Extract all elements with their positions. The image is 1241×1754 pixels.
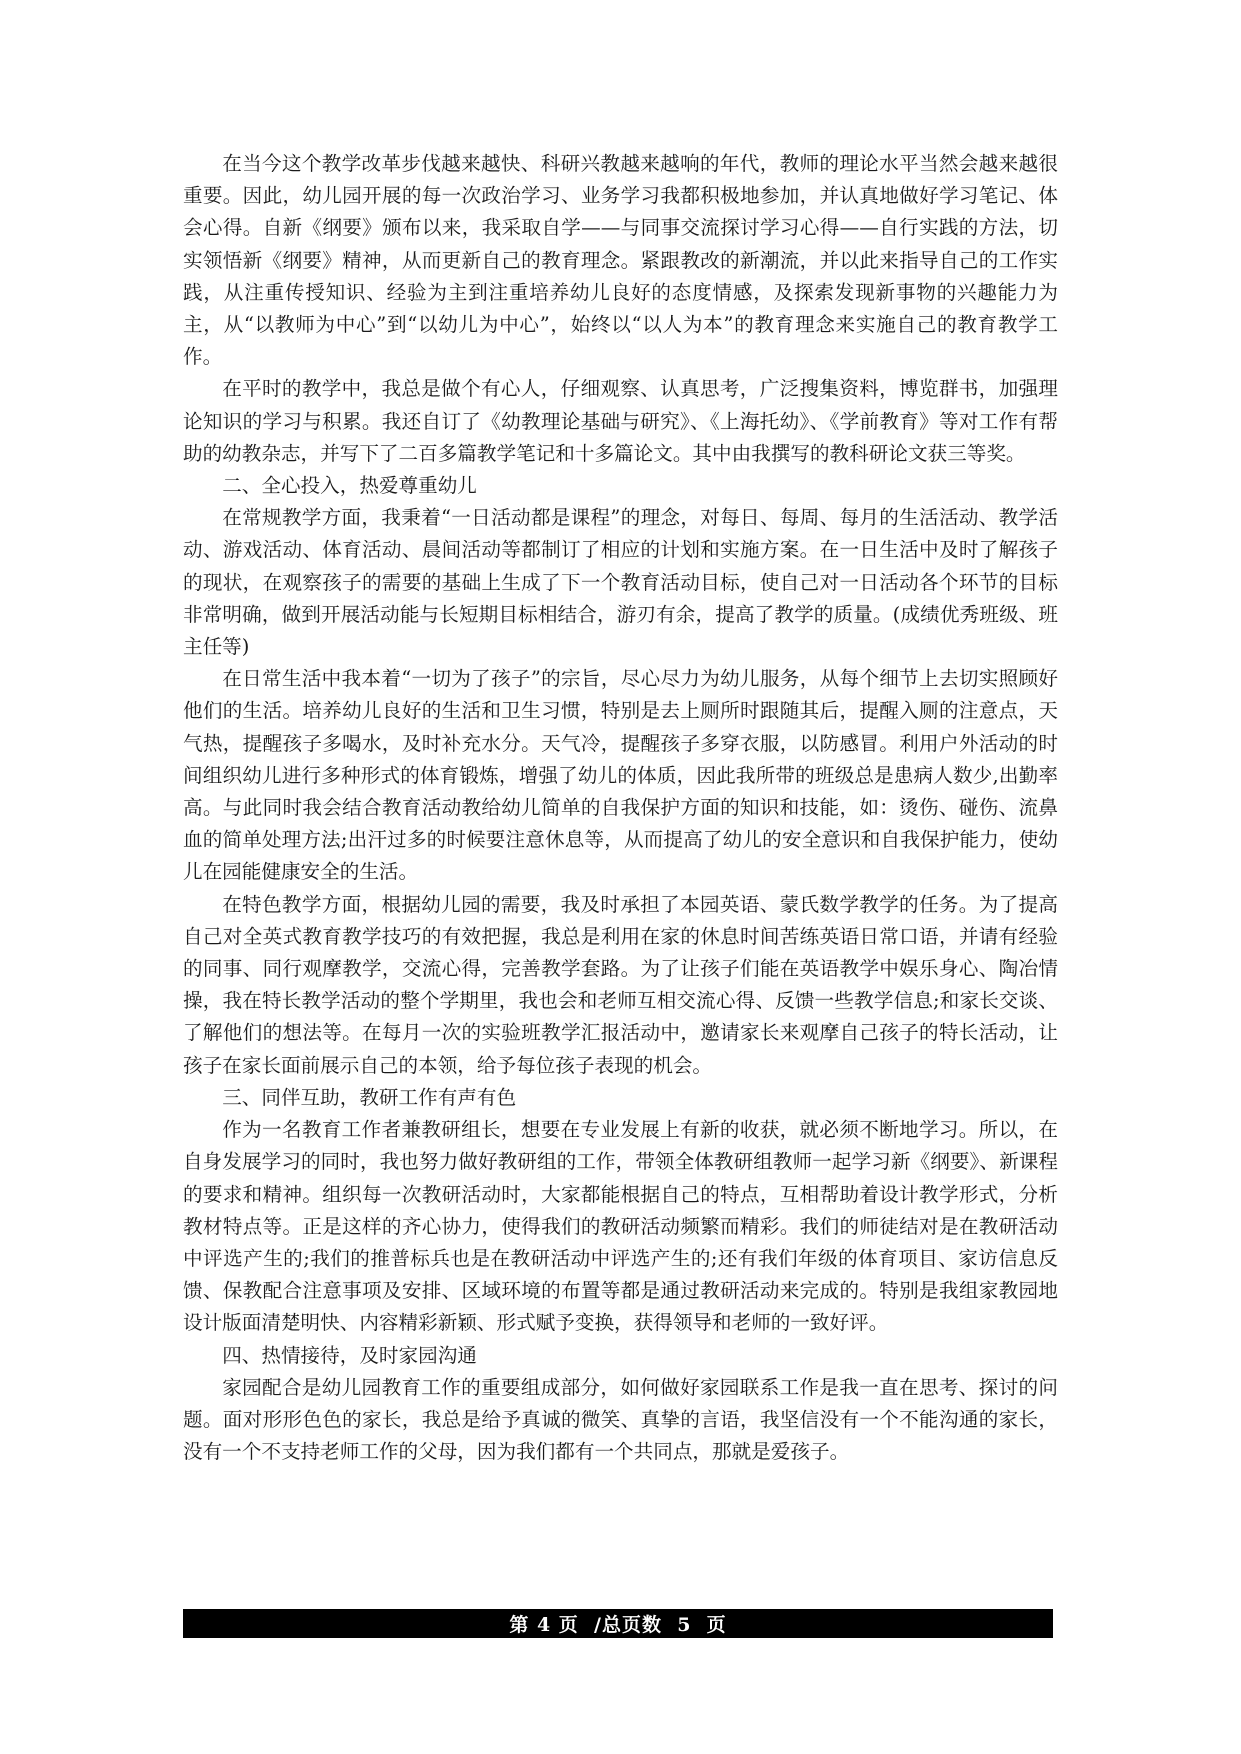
paragraph-2: 在平时的教学中，我总是做个有心人，仔细观察、认真思考，广泛搜集资料，博览群书，加强理论知识的学习与积累。我还自订了《幼教理论基础与研究》、《上海托幼》、《学前教育》等对工作有帮助的幼教杂志，并写下了二百多篇教学笔记和十多篇论文。其中由我撰写的教科研论文获三等奖。	[183, 377, 1058, 465]
page-number-label: 第 4 页 /总页数 5 页	[509, 1614, 727, 1636]
section-heading-2: 二、全心投入，热爱尊重幼儿	[222, 474, 477, 498]
paragraph-4: 在日常生活中我本着“一切为了孩子”的宗旨，尽心尽力为幼儿服务，从每个细节上去切实照顾好他们的生活。培养幼儿良好的生活和卫生习惯，特别是去上厕所时跟随其后，提醒入厕的注意点，天气热，提醒孩子多喝水，及时补充水分。天气冷，提醒孩子多穿衣服，以防感冒。利用户外活动的时间组织幼儿进行多种形式的体育锻炼，增强了幼儿的体质，因此我所带的班级总是患病人数少,出勤率高。与此同时我会结合教育活动教给幼儿简单的自我保护方面的知识和技能，如：烫伤、碰伤、流鼻血的简单处理方法;出汗过多的时候要注意休息等，从而提高了幼儿的安全意识和自我保护能力，使幼儿在园能健康安全的生活。	[183, 667, 1058, 884]
page-footer	[183, 1609, 1053, 1638]
document-body	[183, 148, 1058, 1468]
paragraph-6: 作为一名教育工作者兼教研组长，想要在专业发展上有新的收获，就必须不断地学习。所以，在自身发展学习的同时，我也努力做好教研组的工作，带领全体教研组教师一起学习新《纲要》、新课程的要求和精神。组织每一次教研活动时，大家都能根据自己的特点，互相帮助着设计教学形式，分析教材特点等。正是这样的齐心协力，使得我们的教研活动频繁而精彩。我们的师徒结对是在教研活动中评选产生的;我们的推普标兵也是在教研活动中评选产生的;还有我们年级的体育项目、家访信息反馈、保教配合注意事项及安排、区域环境的布置等都是通过教研活动来完成的。特别是我组家教园地设计版面清楚明快、内容精彩新颖、形式赋予变换，获得领导和老师的一致好评。	[183, 1118, 1058, 1335]
paragraph-1: 在当今这个教学改革步伐越来越快、科研兴教越来越响的年代，教师的理论水平当然会越来越很重要。因此，幼儿园开展的每一次政治学习、业务学习我都积极地参加，并认真地做好学习笔记、体会心得。自新《纲要》颁布以来，我采取自学——与同事交流探讨学习心得——自行实践的方法，切实领悟新《纲要》精神，从而更新自己的教育理念。紧跟教改的新潮流，并以此来指导自己的工作实践，从注重传授知识、经验为主到注重培养幼儿良好的态度情感，及探索发现新事物的兴趣能力为主，从“以教师为中心”到“以幼儿为中心”，始终以“以人为本”的教育理念来实施自己的教育教学工作。	[183, 152, 1058, 369]
paragraph-3: 在常规教学方面，我秉着“一日活动都是课程”的理念，对每日、每周、每月的生活活动、教学活动、游戏活动、体育活动、晨间活动等都制订了相应的计划和实施方案。在一日生活中及时了解孩子的现状，在观察孩子的需要的基础上生成了下一个教育活动目标，使自己对一日活动各个环节的目标非常明确，做到开展活动能与长短期目标相结合，游刃有余，提高了教学的质量。(成绩优秀班级、班主任等)	[183, 506, 1058, 659]
section-heading-4: 四、热情接待，及时家园沟通	[222, 1343, 477, 1367]
paragraph-7: 家园配合是幼儿园教育工作的重要组成部分，如何做好家园联系工作是我一直在思考、探讨的问题。面对形形色色的家长，我总是给予真诚的微笑、真挚的言语，我坚信没有一个不能沟通的家长，没有一个不支持老师工作的父母，因为我们都有一个共同点，那就是爱孩子。	[183, 1375, 1058, 1464]
paragraph-5: 在特色教学方面，根据幼儿园的需要，我及时承担了本园英语、蒙氏数学教学的任务。为了提高自己对全英式教育教学技巧的有效把握，我总是利用在家的休息时间苦练英语日常口语，并请有经验的同事、同行观摩教学，交流心得，完善教学套路。为了让孩子们能在英语教学中娱乐身心、陶冶情操，我在特长教学活动的整个学期里，我也会和老师互相交流心得、反馈一些教学信息;和家长交谈、了解他们的想法等。在每月一次的实验班教学汇报活动中，邀请家长来观摩自己孩子的特长活动，让孩子在家长面前展示自己的本领，给予每位孩子表现的机会。	[183, 892, 1058, 1077]
section-heading-3: 三、同伴互助，教研工作有声有色	[222, 1085, 517, 1109]
